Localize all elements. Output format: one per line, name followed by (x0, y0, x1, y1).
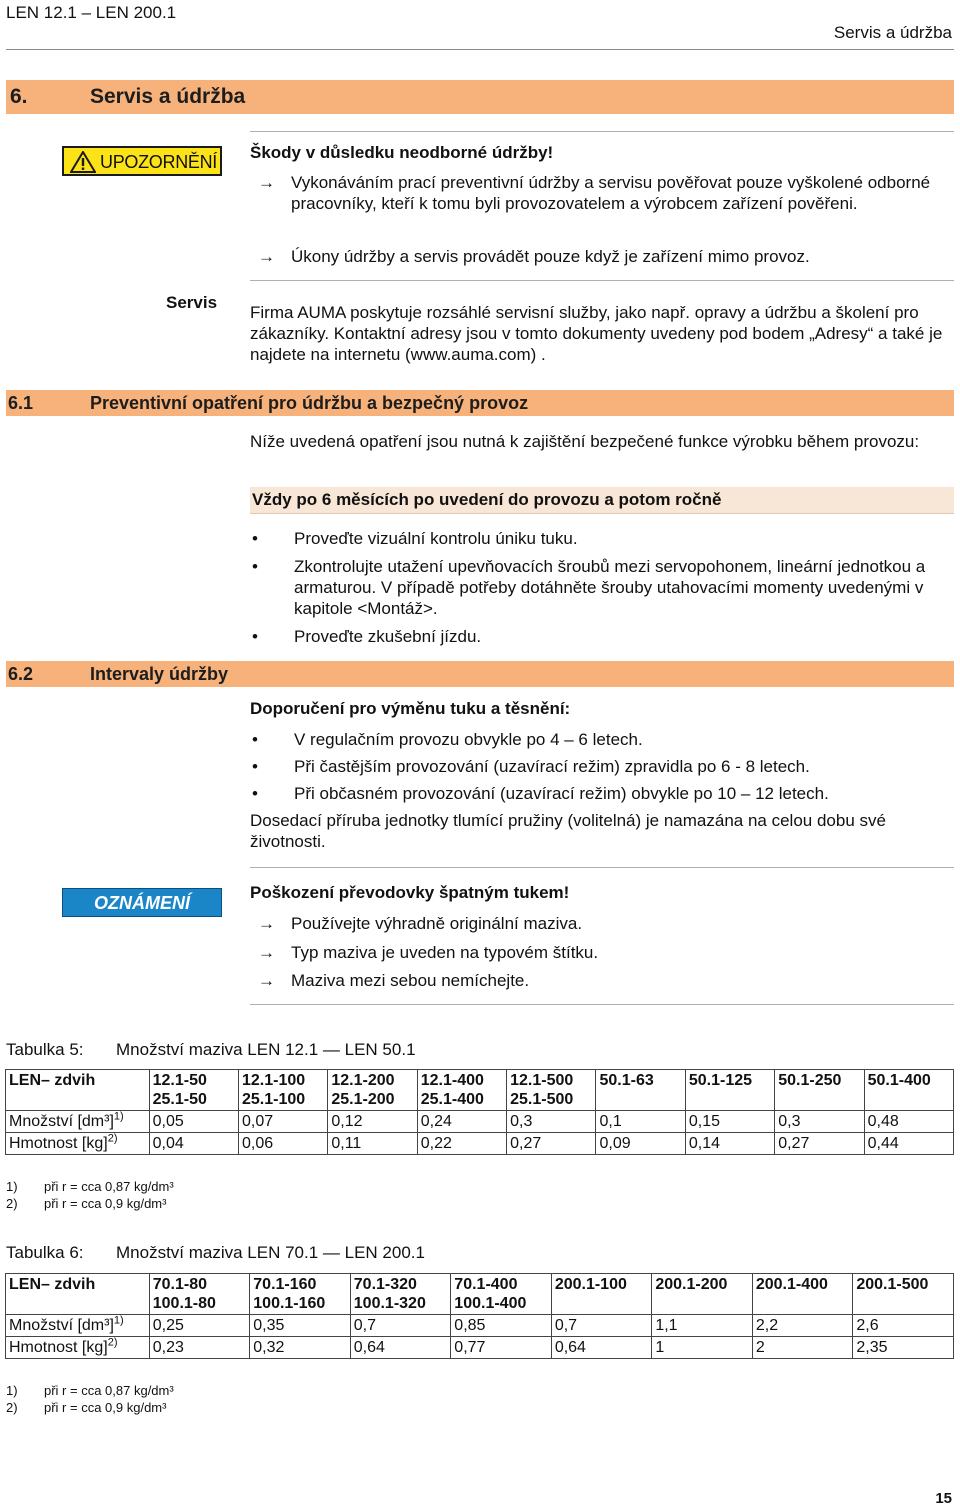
table-cell: 0,04 (149, 1133, 238, 1155)
stroke-value: 25.1-100 (241, 1091, 306, 1108)
stroke-cell (596, 1070, 685, 1111)
table-cell: 0,35 (250, 1315, 351, 1337)
table-cell: 2,35 (853, 1337, 954, 1359)
footnote-marker: 2) (107, 1132, 118, 1145)
table-cell: 0,3 (775, 1111, 864, 1133)
footnote-number: 2) (6, 1400, 18, 1415)
footnote-number: 2) (6, 1196, 18, 1211)
row-header: LEN– zdvih (6, 1274, 150, 1315)
stroke-cell (685, 1070, 774, 1111)
stroke-cell (864, 1070, 953, 1111)
table-5-title: Množství maziva LEN 12.1 — LEN 50.1 (116, 1040, 416, 1059)
bullet-icon: • (252, 784, 258, 803)
table-row (6, 1111, 954, 1133)
section-6-2-title: Intervaly údržby (90, 664, 229, 684)
row-header (6, 1133, 150, 1155)
footnote-text: při r = cca 0,87 kg/dm³ (44, 1179, 174, 1194)
table-cell: 0,24 (417, 1111, 506, 1133)
table-cell: 0,64 (350, 1337, 451, 1359)
footnote-marker: 1) (113, 1110, 124, 1123)
row-header (6, 1111, 150, 1133)
divider (250, 280, 954, 281)
section-6-2-note: Dosedací příruba jednotky tlumící pružiny (volitelná) je namazána na celou dobu své životnosti. (250, 811, 886, 851)
table-cell: 0,09 (596, 1133, 685, 1155)
list-item-text: Při občasném provozování (uzavírací režim) obvykle po 10 – 12 letech. (294, 784, 829, 803)
stroke-value: 12.1-100 (241, 1072, 306, 1089)
table-row (6, 1315, 954, 1337)
section-6-1-number: 6.1 (8, 393, 34, 413)
footnote (6, 1382, 306, 1399)
arrow-icon: → (258, 247, 275, 266)
stroke-value: 25.1-50 (152, 1091, 207, 1108)
table-5-label: Tabulka 5: (6, 1040, 84, 1059)
arrow-icon: → (258, 943, 275, 962)
footnote-text: při r = cca 0,9 kg/dm³ (44, 1400, 167, 1415)
row-header-text: Množství [dm³] (9, 1317, 114, 1334)
stroke-cell (507, 1070, 596, 1111)
bullet-icon: • (252, 529, 258, 548)
divider (250, 867, 954, 868)
list-item-text: Proveďte zkušební jízdu. (294, 627, 482, 646)
warning-triangle-icon (70, 151, 96, 173)
stroke-cell (551, 1274, 652, 1315)
footnote-number: 1) (6, 1383, 18, 1398)
table-6 (5, 1273, 954, 1359)
footnote (6, 1399, 306, 1416)
stroke-cell (149, 1274, 250, 1315)
interval-subheading-text: Vždy po 6 měsících po uvedení do provozu a potom ročně (252, 490, 722, 509)
table-cell: 2 (752, 1337, 853, 1359)
row-header (6, 1337, 150, 1359)
table-cell: 0,85 (451, 1315, 552, 1337)
section-6-1-intro: Níže uvedená opatření jsou nutná k zajištění bezpečené funkce výrobku během provozu: (250, 432, 920, 451)
table-6-label: Tabulka 6: (6, 1243, 84, 1262)
notice-item-text: Používejte výhradně originální maziva. (291, 914, 583, 933)
stroke-value: 200.1-500 (856, 1276, 929, 1293)
warning-badge-label: UPOZORNĚNÍ (100, 152, 218, 172)
section-6-2-heading (6, 661, 954, 687)
list-item (250, 626, 952, 647)
list-item-text: Při častějším provozování (uzavírací režim) zpravidla po 6 - 8 letech. (294, 757, 810, 776)
stroke-cell (149, 1070, 238, 1111)
notice-badge-label: OZNÁMENÍ (94, 893, 190, 913)
list-item (250, 756, 952, 777)
arrow-icon: → (258, 173, 275, 192)
stroke-value: 70.1-400 (454, 1276, 518, 1293)
warning-item-text: Vykonáváním prací preventivní údržby a servisu pověřovat pouze vyškolené odborné pracovníky, kteří k tomu byli provozovatelem a výrobcem zařízení pověřeni. (291, 173, 931, 213)
table-cell: 0,05 (149, 1111, 238, 1133)
bullet-icon: • (252, 730, 258, 749)
section-6-number: 6. (10, 85, 28, 108)
stroke-value: 200.1-100 (554, 1276, 627, 1293)
document-title: LEN 12.1 – LEN 200.1 (6, 3, 177, 22)
stroke-cell (775, 1070, 864, 1111)
stroke-value: 50.1-400 (867, 1072, 931, 1089)
stroke-value: 200.1-400 (755, 1276, 828, 1293)
stroke-cell (350, 1274, 451, 1315)
list-item-text: Zkontrolujte utažení upevňovacích šroubů mezi servopohonem, lineární jednotkou a armaturou. V případě potřeby dotáhněte šrouby utahovacími momenty uvedenými v kapitole <Montáž>. (294, 557, 926, 618)
list-item-text: V regulačním provozu obvykle po 4 – 6 letech. (294, 730, 643, 749)
notice-item-text: Typ maziva je uveden na typovém štítku. (291, 943, 599, 962)
table-cell: 0,23 (149, 1337, 250, 1359)
stroke-value: 100.1-400 (454, 1295, 527, 1312)
notice-item (258, 913, 952, 934)
stroke-cell (417, 1070, 506, 1111)
table-cell: 0,12 (328, 1111, 417, 1133)
notice-item-text: Maziva mezi sebou nemíchejte. (291, 971, 530, 990)
table-cell: 0,7 (551, 1315, 652, 1337)
table-cell: 2,2 (752, 1315, 853, 1337)
table-cell: 0,14 (685, 1133, 774, 1155)
stroke-cell (652, 1274, 753, 1315)
footnote-number: 1) (6, 1179, 18, 1194)
warning-title: Škody v důsledku neodborné údržby! (250, 143, 554, 162)
row-header (6, 1315, 150, 1337)
table-cell: 1,1 (652, 1315, 753, 1337)
table-cell: 0,3 (507, 1111, 596, 1133)
stroke-value: 50.1-125 (688, 1072, 753, 1089)
stroke-cell (853, 1274, 954, 1315)
interval-subheading (250, 487, 954, 514)
warning-item (258, 172, 952, 235)
divider (250, 131, 954, 132)
warning-item-text: Úkony údržby a servis provádět pouze když je zařízení mimo provoz. (291, 247, 810, 266)
notice-title: Poškození převodovky špatným tukem! (250, 883, 570, 902)
footnote-marker: 2) (107, 1336, 118, 1349)
bullet-icon: • (252, 557, 258, 576)
table-cell: 0,27 (507, 1133, 596, 1155)
footnote (6, 1178, 306, 1195)
divider (250, 1004, 954, 1005)
table-cell: 0,64 (551, 1337, 652, 1359)
stroke-value: 25.1-200 (331, 1091, 395, 1108)
table-cell: 0,7 (350, 1315, 451, 1337)
list-item (250, 556, 952, 619)
stroke-value: 100.1-80 (152, 1295, 216, 1312)
section-6-2-subtitle: Doporučení pro výměnu tuku a těsnění: (250, 699, 571, 718)
stroke-value: 100.1-160 (253, 1295, 326, 1312)
servis-label: Servis (166, 293, 218, 312)
section-6-1-heading (6, 390, 954, 416)
stroke-value: 12.1-400 (420, 1072, 484, 1089)
servis-text: Firma AUMA poskytuje rozsáhlé servisní služby, jako např. opravy a údržbu a školení pro zákazníky. Kontaktní adresy jsou v tomto dokumenty uvedeny pod bodem „Adresy“ a také je najdete na internetu (www.auma.com) . (250, 303, 943, 364)
list-item-text: Proveďte vizuální kontrolu úniku tuku. (294, 529, 578, 548)
table-row (6, 1133, 954, 1155)
table-6-title: Množství maziva LEN 70.1 — LEN 200.1 (116, 1243, 425, 1262)
table-cell: 0,07 (238, 1111, 327, 1133)
stroke-value: 12.1-200 (331, 1072, 395, 1089)
list-item (250, 528, 952, 549)
bullet-icon: • (252, 757, 258, 776)
list-item (250, 783, 952, 804)
row-header-text: Hmotnost [kg] (9, 1339, 108, 1356)
table-cell: 0,77 (451, 1337, 552, 1359)
stroke-value: 200.1-200 (655, 1276, 728, 1293)
bullet-icon: • (252, 627, 258, 646)
warning-item (258, 246, 952, 267)
stroke-value: 25.1-400 (420, 1091, 484, 1108)
section-6-1-title: Preventivní opatření pro údržbu a bezpečný provoz (90, 393, 529, 413)
table-cell: 0,27 (775, 1133, 864, 1155)
page-number: 15 (935, 1490, 952, 1507)
stroke-value: 50.1-63 (599, 1072, 654, 1089)
table-cell: 0,22 (417, 1133, 506, 1155)
stroke-value: 12.1-500 (510, 1072, 574, 1089)
table-cell: 2,6 (853, 1315, 954, 1337)
header-divider (6, 49, 954, 50)
table-cell: 0,44 (864, 1133, 953, 1155)
stroke-value: 70.1-160 (253, 1276, 317, 1293)
table-cell: 0,1 (596, 1111, 685, 1133)
section-6-2-number: 6.2 (8, 664, 34, 684)
stroke-cell (328, 1070, 417, 1111)
table-row (6, 1274, 954, 1315)
notice-badge (62, 888, 222, 917)
stroke-value: 25.1-500 (510, 1091, 574, 1108)
table-5-caption (6, 1039, 946, 1060)
table-row (6, 1337, 954, 1359)
stroke-cell (250, 1274, 351, 1315)
footnote (6, 1195, 306, 1212)
table-cell: 0,48 (864, 1111, 953, 1133)
stroke-value: 100.1-320 (353, 1295, 426, 1312)
table-cell: 0,15 (685, 1111, 774, 1133)
table-cell: 0,06 (238, 1133, 327, 1155)
section-6-heading (6, 80, 954, 114)
table-row (6, 1070, 954, 1111)
row-header-text: Hmotnost [kg] (9, 1135, 108, 1152)
section-6-title: Servis a údržba (90, 85, 246, 108)
table-cell: 0,32 (250, 1337, 351, 1359)
table-5 (5, 1069, 954, 1155)
footnote-marker: 1) (113, 1314, 124, 1327)
stroke-value: 70.1-320 (353, 1276, 417, 1293)
warning-badge (62, 146, 222, 176)
row-header: LEN– zdvih (6, 1070, 150, 1111)
notice-item (258, 970, 952, 991)
table-cell: 1 (652, 1337, 753, 1359)
stroke-value: 70.1-80 (152, 1276, 208, 1293)
table-6-caption (6, 1242, 946, 1263)
stroke-value: 50.1-250 (778, 1072, 842, 1089)
arrow-icon: → (258, 971, 275, 990)
stroke-cell (238, 1070, 327, 1111)
table-cell: 0,25 (149, 1315, 250, 1337)
stroke-value: 12.1-50 (152, 1072, 207, 1089)
list-item (250, 729, 952, 750)
stroke-cell (451, 1274, 552, 1315)
footnote-text: při r = cca 0,87 kg/dm³ (44, 1383, 174, 1398)
footnote-text: při r = cca 0,9 kg/dm³ (44, 1196, 167, 1211)
table-cell: 0,11 (328, 1133, 417, 1155)
arrow-icon: → (258, 914, 275, 933)
stroke-cell (752, 1274, 853, 1315)
row-header-text: Množství [dm³] (9, 1113, 114, 1130)
chapter-title: Servis a údržba (833, 23, 952, 42)
notice-item (258, 942, 952, 963)
